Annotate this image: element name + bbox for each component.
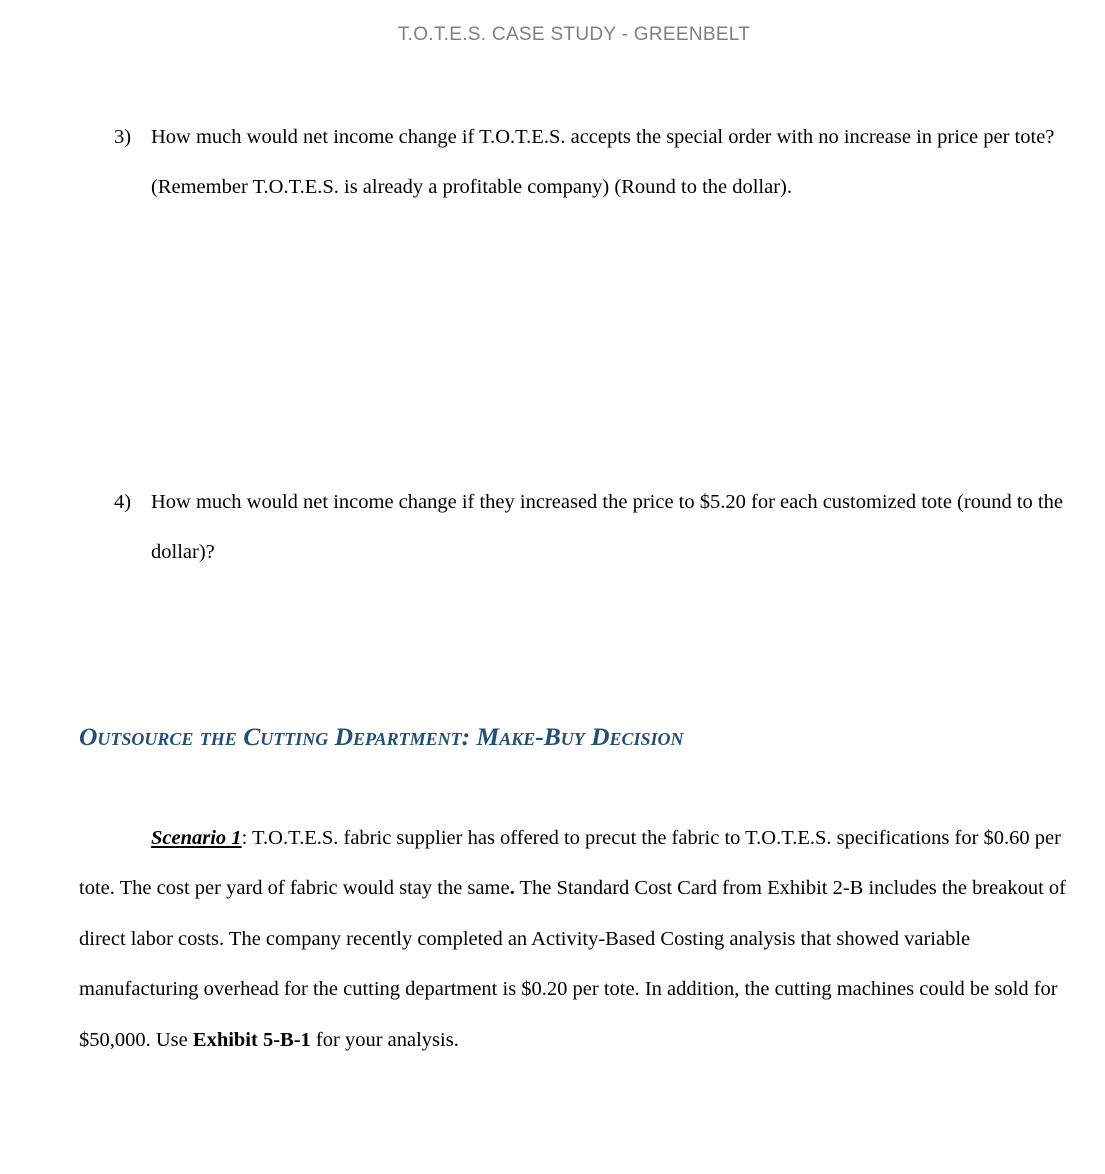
question-4 — [114, 477, 1074, 577]
scenario-text-3: for your analysis. — [310, 1028, 459, 1051]
section-heading: Outsource the Cutting Department: Make-Buy Decision — [79, 722, 684, 751]
question-text: How much would net income change if they increased the price to $5.20 for each customized tote (round to the dollar)? — [151, 491, 1063, 563]
page-header: T.O.T.E.S. CASE STUDY - GREENBELT — [397, 24, 751, 45]
question-number: 4) — [114, 491, 132, 513]
scenario-text-2: The Standard Cost Card from Exhibit 2-B includes the breakout of direct labor costs. The company recently completed an Activity-Based Costing analysis that showed variable manufacturing overhead for the cutting department is $0.20 per tote. In addition, the cutting machines could be sold for $50,000. Use — [79, 877, 1066, 1051]
exhibit-reference: Exhibit 5-B-1 — [192, 1028, 311, 1051]
scenario-bold-period: . — [509, 877, 515, 899]
scenario-paragraph — [79, 813, 1079, 1066]
scenario-label: Scenario 1 — [151, 826, 242, 849]
question-text: How much would net income change if T.O.T.E.S. accepts the special order with no increase in price per tote? (Remember T.O.T.E.S. is already a profitable company) (Round to the dollar). — [151, 126, 1055, 198]
question-number: 3) — [114, 126, 132, 148]
scenario-text-1: T.O.T.E.S. fabric supplier has offered to precut the fabric to T.O.T.E.S. specifications for $0.60 per tote. The cost per yard of fabric would stay the same — [79, 826, 1061, 899]
question-3 — [114, 112, 1074, 212]
scenario-colon: : — [241, 826, 248, 849]
